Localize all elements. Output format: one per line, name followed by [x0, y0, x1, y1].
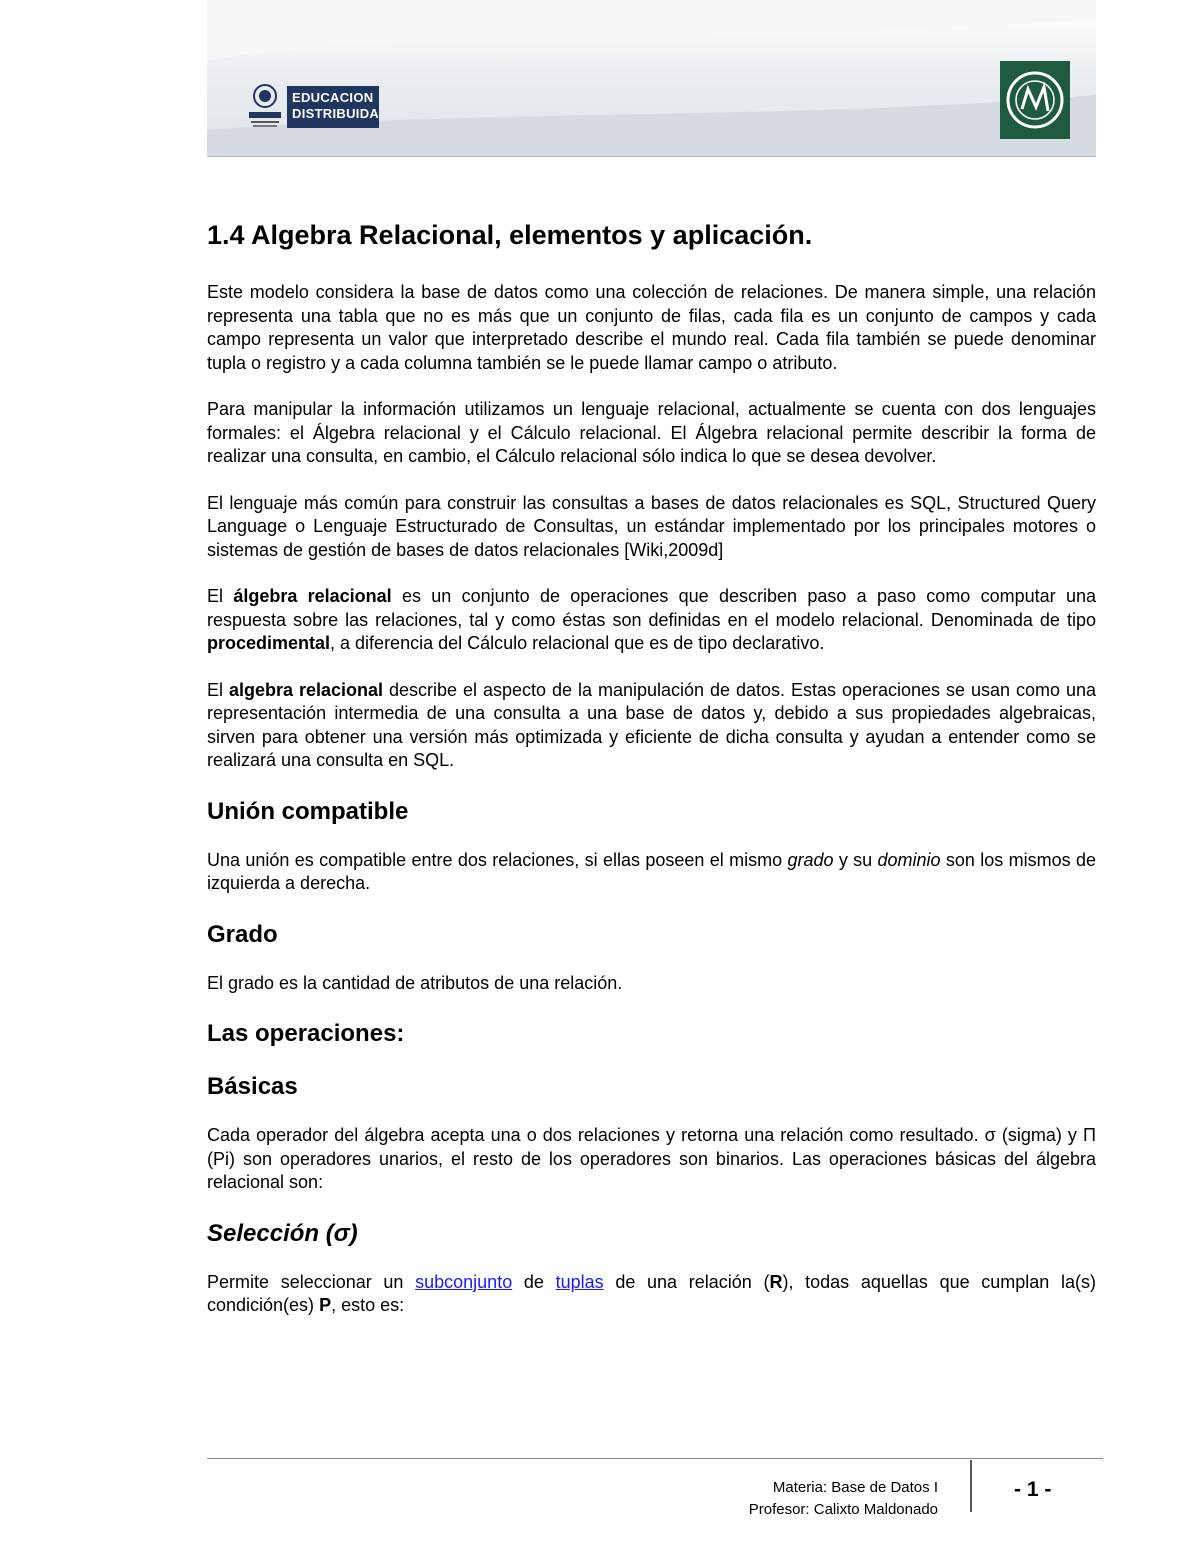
u21-logo	[1000, 61, 1070, 139]
text-segment: , a diferencia del Cálculo relacional que es de tipo declarativo.	[330, 633, 825, 653]
heading-union-compatible: Unión compatible	[207, 797, 409, 825]
document-body	[207, 212, 1096, 1341]
tuplas-link[interactable]: tuplas	[555, 1271, 604, 1292]
bold-term: procedimental	[207, 633, 331, 653]
text-segment: de una relación (	[603, 1271, 770, 1292]
paragraph-sql: El lenguaje más común para construir las consultas a bases de datos relacionales es SQL, Structured Query Language o Lenguaje Estructurado de Consultas, un estándar implementado por los principales motores o sistemas de gestión de bases de datos relacionales [Wiki,2009d]	[207, 492, 1096, 560]
heading-basicas: Básicas	[207, 1073, 298, 1100]
bold-term: algebra relacional	[228, 679, 384, 700]
paragraph-intro: Este modelo considera la base de datos como una colección de relaciones. De manera simple, una relación representa una tabla que no es más que un conjunto de filas, cada fila es un conjunto de campos y cada campo representa un valor que interpretado describe el mundo real. Cada fila también se puede denominar tupla o registro y a cada columna también se le puede llamar campo o atributo.	[207, 282, 1096, 373]
text-segment: El	[207, 679, 229, 700]
educacion-distribuida-logo	[287, 86, 379, 128]
header-banner	[207, 0, 1096, 157]
bold-term: R	[769, 1271, 783, 1292]
footer-vertical-divider	[970, 1460, 972, 1512]
footer-materia: Materia: Base de Datos I	[772, 1479, 938, 1496]
paragraph-lenguaje-relacional: Para manipular la información utilizamos un lenguaje relacional, actualmente se cuenta con dos lenguajes formales: el Álgebra relacional y el Cálculo relacional. El Álgebra relacional permite describir la forma de realizar una consulta, en cambio, el Cálculo relacional sólo indica lo que se desea devolver.	[207, 399, 1096, 466]
university-logo	[245, 82, 285, 132]
text-segment: Permite seleccionar un	[207, 1271, 416, 1292]
footer-info	[749, 1477, 938, 1521]
text-segment: describe el aspecto de la manipulación de datos. Estas operaciones se usan como una representación intermedia de una consulta a una base de datos y, debido a sus propiedades algebraicas, sirven para obtener una versión más optimizada y eficiente de dicha consulta y ayudan a entender como se realizará una consulta en SQL.	[207, 679, 1096, 770]
text-segment: de	[512, 1271, 556, 1292]
heading-operaciones: Las operaciones:	[207, 1020, 405, 1047]
footer-profesor: Profesor: Calixto Maldonado	[748, 1501, 938, 1518]
text-segment: Una unión es compatible entre dos relaciones, si ellas poseen el mismo	[207, 849, 788, 870]
text-segment: y su	[833, 849, 878, 870]
paragraph-basicas: Cada operador del álgebra acepta una o dos relaciones y retorna una relación como resultado. σ (sigma) y Π (Pi) son operadores unarios, el resto de los operadores son binarios. Las operaciones básicas del álgebra relacional son:	[207, 1125, 1096, 1192]
bold-term: P	[319, 1295, 332, 1315]
page-title: 1.4 Algebra Relacional, elementos y aplicación.	[207, 220, 813, 250]
footer-divider-line	[207, 1458, 1103, 1459]
text-segment: ), todas aquellas que cumplan la(s) condición(es)	[207, 1271, 1096, 1315]
subconjunto-link[interactable]: subconjunto	[415, 1271, 513, 1292]
paragraph-seleccion	[207, 1271, 1096, 1318]
heading-seleccion: Selección (σ)	[207, 1219, 358, 1247]
text-segment: El	[207, 586, 234, 606]
edu-line-2: DISTRIBUIDA	[292, 106, 380, 121]
text-segment: es un conjunto de operaciones que describen paso a paso como computar una respuesta sobre las relaciones, tal y como éstas son definidas en el modelo relacional. Denominada de tipo	[207, 586, 1096, 630]
italic-term: dominio	[877, 849, 941, 870]
text-segment: , esto es:	[331, 1295, 405, 1315]
header-background	[207, 0, 1096, 156]
heading-grado: Grado	[207, 920, 278, 948]
paragraph-algebra-definicion	[207, 585, 1096, 656]
paragraph-algebra-manipulacion	[207, 679, 1096, 773]
bold-term: álgebra relacional	[233, 586, 392, 606]
page-number: - 1 -	[1014, 1478, 1052, 1501]
edu-line-1: EDUCACION	[292, 90, 374, 105]
paragraph-grado: El grado es la cantidad de atributos de una relación.	[207, 972, 623, 993]
italic-term: grado	[787, 849, 834, 870]
paragraph-union	[207, 849, 1096, 896]
text-segment: son los mismos de izquierda a derecha.	[207, 849, 1097, 893]
